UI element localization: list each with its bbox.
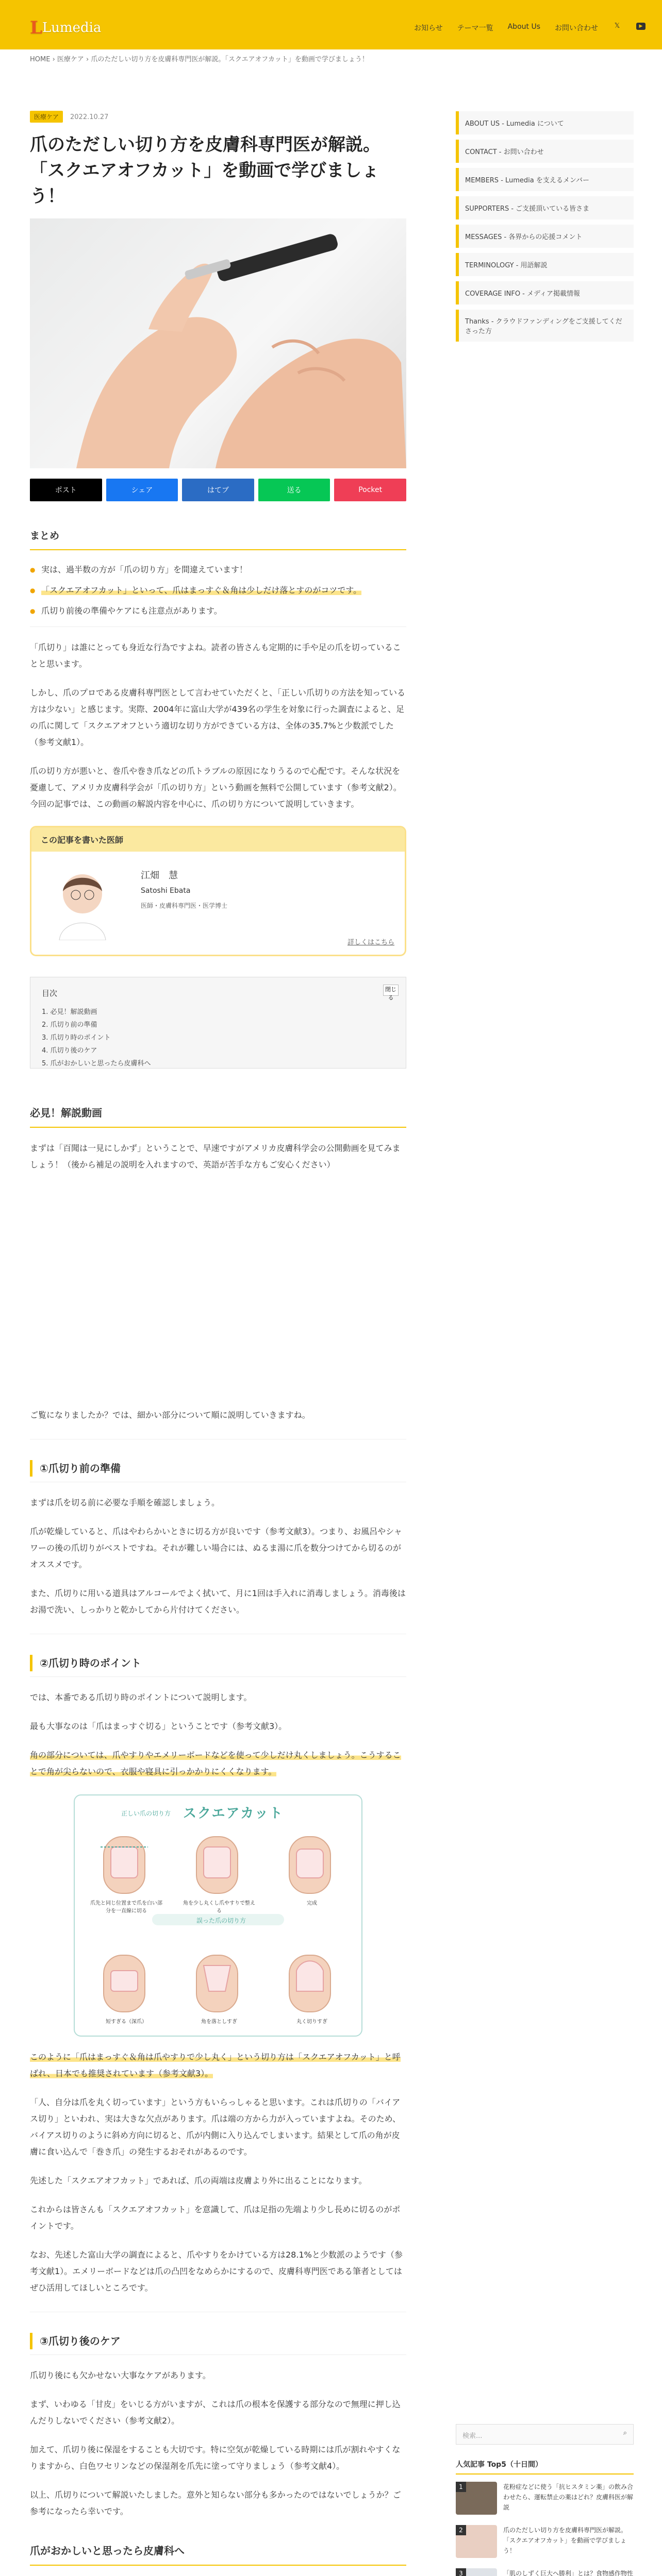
illustration-subtitle: 正しい爪の切り方	[121, 1810, 171, 1817]
paragraph: では、本番である爪切り時のポイントについて説明します。	[30, 1692, 252, 1702]
section-heading: 爪がおかしいと思ったら皮膚科へ	[30, 2535, 406, 2566]
paragraph: このように「爪はまっすぐ＆角は爪やすりで少し丸く」という切り方は「スクエアオフカット」と呼ばれ、日本でも推奨されています（参考文献3）。	[30, 2052, 401, 2078]
list-item: ● 実は、過半数の方が「爪の切り方」を間違えています！	[30, 562, 406, 578]
illustration-caption: 角を少し丸くし爪やすりで整える	[183, 1901, 255, 1914]
share-facebook-button[interactable]: シェア	[106, 479, 178, 501]
article-title: 爪のただしい切り方を皮膚科専門医が解説。「スクエアオフカット」を動画で学びましょう！	[30, 134, 380, 207]
doctor-romaji: Satoshi Ebata	[141, 887, 191, 895]
nav-themes[interactable]: テーマ一覧	[457, 24, 493, 32]
share-x-button[interactable]: ポスト	[30, 479, 102, 501]
site-logo[interactable]: LLumedia	[30, 18, 102, 38]
paragraph: 最も大事なのは「爪はまっすぐ切る」ということです（参考文献3）。	[30, 1721, 287, 1731]
share-line-button[interactable]: 送る	[258, 479, 330, 501]
share-hatena-button[interactable]: はてブ	[182, 479, 254, 501]
paragraph: 爪が乾燥していると、爪はやわらかいときに切る方が良いです（参考文献3）。つまり、お風呂やシャワーの後の爪切りがベストですね。それが難しい場合には、ぬるま湯に爪を数分つけてから切るのがオススメです。	[30, 1527, 402, 1569]
list-item: ● 爪切り前後の準備やケアにも注意点があります。	[30, 603, 406, 619]
paragraph: 以上、爪切りについて解説いたしました。意外と知らない部分も多かったのではないでしょうか？ご参考になったら幸いです。	[30, 2490, 401, 2516]
youtube-icon[interactable]: ▶	[636, 23, 646, 30]
paragraph: 爪切り後にも欠かせない大事なケアがあります。	[30, 2370, 211, 2380]
x-icon[interactable]: 𝕏	[614, 22, 620, 30]
nav-contact[interactable]: お問い合わせ	[555, 24, 598, 32]
paragraph: なお、先述した富山大学の調査によると、爪やすりをかけている方は28.1%と少数派のようです（参考文献1）。エメリーボードなどは爪の凸凹をなめらかにするので、皮膚科専門医である筆者としてはぜひ活用してほしいところです。	[30, 2250, 403, 2293]
doctor-avatar	[44, 863, 121, 940]
paragraph: しかし、爪のプロである皮膚科専門医として言わせていただくと、「正しい爪切りの方法を知っている方は少ない」と感じます。実際、2004年に富山大学が439名の学生を対象に行った調査によると、足の爪に関して「スクエアオフという適切な切り方ができている方は、全体の35.7%と少数派でした（参考文献1）。	[30, 688, 406, 747]
embedded-video[interactable]	[30, 1183, 406, 1395]
paragraph: 加えて、爪切り後に保湿をすることも大切です。特に空気が乾燥している時期には爪が割れやすくなりますから、白色ワセリンなどの保湿剤を爪先に塗って守りましょう（参考文献4）。	[30, 2445, 401, 2471]
paragraph: 「人、自分は爪を丸く切っています」という方もいらっしゃると思います。これは爪切りの「バイアス切り」といわれ、実は大きな欠点があります。爪は端の方から力が入っていますよね。そのため、バイアス切りのように斜め方向に切ると、爪が内側に入り込んでしまいます。結果として爪の角が皮膚に食い込んで「巻き爪」の発生するおそれがあるのです。	[30, 2097, 401, 2157]
author-box	[30, 826, 406, 956]
post-date: 2022.10.27	[70, 113, 109, 121]
paragraph: 先述した「スクエアオフカット」であれば、爪の両端は皮膚より外に出ることになります。	[30, 2176, 367, 2185]
sidebar-item-about[interactable]: ABOUT US - Lumedia について	[456, 111, 634, 134]
toc-item[interactable]: 4. 爪切り後のケア	[42, 1047, 97, 1055]
toc-item[interactable]: 1. 必見！解説動画	[42, 1008, 97, 1016]
paragraph: 爪の切り方が悪いと、巻爪や巻き爪などの爪トラブルの原因になりうるので心配です。そんな状況を憂慮して、アメリカ皮膚科学会が「爪の切り方」という動画を無料で公開しています（参考文献2）。今回の記事では、この動画の解説内容を中心に、爪の切り方について説明していきます。	[30, 766, 402, 809]
sidebar-item-contact[interactable]: CONTACT - お問い合わせ	[456, 140, 634, 163]
ranking-item[interactable]: 1 花粉症などに使う「抗ヒスタミン薬」の飲み合わせたら、運転禁止の薬はどれ？皮膚科医が解説	[456, 2482, 634, 2518]
sidebar-links	[456, 111, 634, 347]
doctor-more-link[interactable]: 詳しくはこちら	[347, 939, 394, 946]
sidebar-item-supporters[interactable]: SUPPORTERS - ご支援頂いている皆さま	[456, 196, 634, 219]
paragraph: ご覧になりましたか？では、細かい部分について順に説明していきますね。	[30, 1410, 310, 1420]
paragraph: 「爪切り」は誰にとっても身近な行為ですよね。読者の皆さんも定期的に手や足の爪を切っていることと思います。	[30, 642, 401, 669]
nav-news[interactable]: お知らせ	[414, 24, 443, 32]
illustration-caption: 丸く切りすぎ	[296, 2019, 327, 2025]
site-header	[0, 0, 662, 49]
square-cut-illustration	[74, 1794, 362, 2037]
toc-item[interactable]: 2. 爪切り前の準備	[42, 1021, 97, 1029]
section-heading: 必見！解説動画	[30, 1097, 406, 1128]
search-icon[interactable]: ⌕	[623, 2429, 627, 2437]
category-badge[interactable]: 医療ケア	[30, 111, 63, 123]
ranking-item[interactable]: 2 爪のただしい切り方を皮膚科専門医が解説。「スクエアオフカット」を動画で学びましょう！	[456, 2525, 634, 2561]
illustration-caption: 完成	[307, 1901, 317, 1906]
nav-about[interactable]: About Us	[507, 23, 540, 31]
sidebar-item-coverage[interactable]: COVERAGE INFO - メディア掲載情報	[456, 281, 634, 304]
bad-example-label: 誤った爪の切り方	[196, 1917, 246, 1924]
share-pocket-button[interactable]: Pocket	[334, 479, 406, 501]
paragraph: まずは「百聞は一見にしかず」ということで、早速ですがアメリカ皮膚科学会の公開動画を見てみましょう！（後から補足の説明を入れますので、英語が苦手な方もご安心ください）	[30, 1143, 401, 1170]
sidebar-item-thanks[interactable]: Thanks - クラウドファンディングをご支援してくださった方	[456, 310, 634, 342]
table-of-contents	[30, 977, 406, 1069]
paragraph: 角の部分については、爪やすりやエメリーボードなどを使って少しだけ丸くしましょう。こうすることで角が尖らないので、衣服や寝具に引っかかりにくくなります。	[30, 1750, 401, 1776]
ranking-title: 人気記事 Top5（十日間）	[456, 2459, 634, 2475]
breadcrumb: HOME › 医療ケア › 爪のただしい切り方を皮膚科専門医が解説。「スクエアオフカット」を動画で学びましょう！	[30, 56, 369, 63]
section-heading: ①爪切り前の準備	[30, 1460, 406, 1477]
paragraph: また、爪切りに用いる道具はアルコールでよく拭いて、月に1回は手入れに消毒しましょう。消毒後はお湯で洗い、しっかりと乾かしてから片付けてください。	[30, 1588, 406, 1615]
article	[30, 111, 406, 2566]
sidebar-item-members[interactable]: MEMBERS - Lumedia を支えるメンバー	[456, 168, 634, 191]
author-box-title: この記事を書いた医師	[31, 827, 405, 852]
share-bar	[30, 479, 406, 501]
paragraph: まず、いわゆる「甘皮」をいじる方がいますが、これは爪の根本を保護する部分なので無理に押し込んだりしないでください（参考文献2）。	[30, 2399, 401, 2426]
toc-title: 目次	[42, 989, 58, 998]
illustration-caption: 短すぎる（深爪）	[106, 2019, 147, 2025]
paragraph: まずは爪を切る前に必要な手順を確認しましょう。	[30, 1498, 220, 1507]
illustration-title: スクエアカット	[183, 1806, 284, 1821]
illustration-caption: 角を落としすぎ	[201, 2019, 237, 2025]
summary-list	[30, 562, 406, 619]
ranking-item[interactable]: 3 「肌のしずく巨大ヘ勝利」とは？食物感作物性	[456, 2568, 634, 2576]
toc-item[interactable]: 5. 爪がおかしいと思ったら皮膚科へ	[42, 1060, 151, 1067]
list-item: ● 「スクエアオフカット」といって、爪はまっすぐ＆角は少しだけ落とすのがコツです。	[30, 582, 406, 599]
summary-heading: まとめ	[30, 528, 406, 550]
toc-item[interactable]: 3. 爪切り時のポイント	[42, 1034, 111, 1042]
sidebar-item-terminology[interactable]: TERMINOLOGY - 用語解説	[456, 253, 634, 276]
search-input[interactable]: 検索... ⌕	[456, 2424, 634, 2445]
illustration-caption: 爪先と同じ位置まで爪を白い部分を一直線に切る	[90, 1901, 162, 1914]
doctor-role: 医師・皮膚科専門医・医学博士	[141, 902, 228, 909]
sidebar-item-messages[interactable]: MESSAGES - 各界からの応援コメント	[456, 225, 634, 248]
global-nav	[414, 23, 646, 33]
toc-toggle-button[interactable]: 閉じる	[383, 985, 399, 996]
sidebar-sticky	[456, 2424, 634, 2576]
section-heading: ③爪切り後のケア	[30, 2333, 406, 2349]
doctor-name: 江畑 慧	[141, 870, 178, 881]
section-heading: ②爪切り時のポイント	[30, 1655, 406, 1671]
hero-image	[30, 218, 406, 468]
paragraph: これからは皆さんも「スクエアオフカット」を意識して、爪は足指の先端より少し長めに切るのがポイントです。	[30, 2205, 401, 2231]
